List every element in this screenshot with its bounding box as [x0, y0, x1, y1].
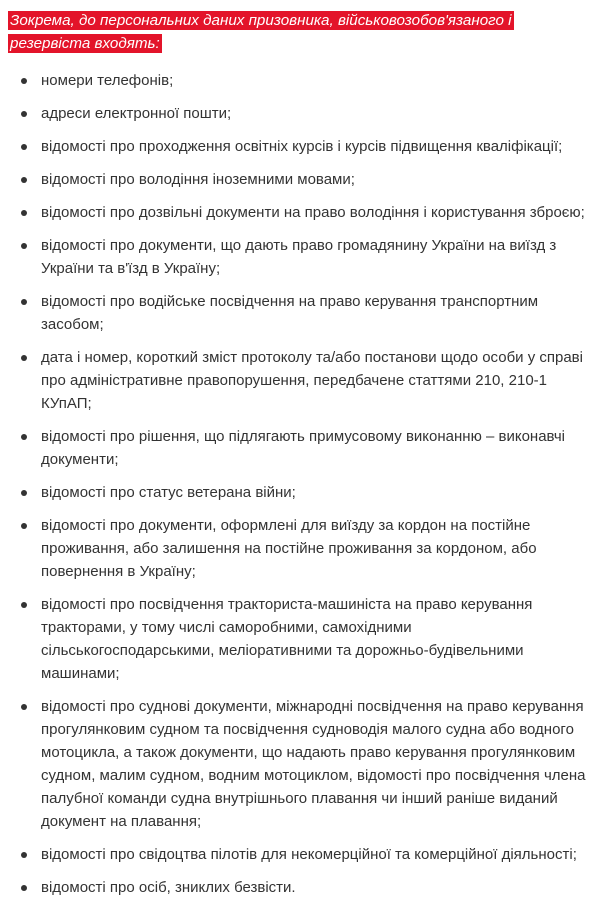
list-item: [0, 135, 594, 158]
list-item: [0, 481, 594, 504]
list-item: [0, 514, 594, 583]
list-item-text: відомості про осіб, зниклих безвісти.: [41, 879, 296, 896]
list-item-text: номери телефонів;: [41, 72, 174, 89]
list-item-text: відомості про документи, що дають право громадянину України на виїзд з України та в'їзд в Україну;: [41, 237, 557, 277]
list-item-text: відомості про водійське посвідчення на право керування транспортним засобом;: [41, 293, 539, 333]
list-item-text: адреси електронної пошти;: [41, 105, 232, 122]
list-item-text: відомості про документи, оформлені для виїзду за кордон на постійне проживання, або залишення на постійне проживання за кордоном, або повернення в Україну;: [41, 517, 537, 580]
list-item: [0, 234, 594, 280]
list-item: [0, 876, 594, 899]
personal-data-list: [0, 69, 594, 909]
list-item: [0, 69, 594, 92]
list-item: [0, 593, 594, 685]
list-item: [0, 290, 594, 336]
list-item-text: відомості про суднові документи, міжнародні посвідчення на право керування прогулянковим судном та посвідчення судноводія малого судна або водного мотоцикла, а також документи, що надають право керування прогулянковим судном, малим судном, водним мотоциклом, відомості про посвідчення члена палубної команди судна внутрішнього плавання чи інший раніше виданий документ на плавання;: [41, 698, 586, 830]
list-item-text: дата і номер, короткий зміст протоколу та/або постанови щодо особи у справі про адміністративне правопорушення, передбачене статтями 210, 210-1 КУпАП;: [41, 349, 583, 412]
list-item: [0, 843, 594, 866]
list-item-text: відомості про свідоцтва пілотів для некомерційної та комерційної діяльності;: [41, 846, 577, 863]
list-item-text: відомості про проходження освітніх курсів і курсів підвищення кваліфікації;: [41, 138, 563, 155]
list-item: [0, 346, 594, 415]
list-item-text: відомості про рішення, що підлягають примусовому виконанню – виконавчі документи;: [41, 428, 565, 468]
list-item: [0, 425, 594, 471]
list-item-text: відомості про володіння іноземними мовами;: [41, 171, 355, 188]
list-item-text: відомості про посвідчення тракториста-машиніста на право керування тракторами, у тому числі саморобними, самохідними сільськогосподарськими, меліоративними та дорожньо-будівельними машинами;: [41, 596, 533, 682]
list-item: [0, 168, 594, 191]
list-item: [0, 201, 594, 224]
list-item: [0, 695, 594, 833]
list-item-text: відомості про дозвільні документи на право володіння і користування зброєю;: [41, 204, 585, 221]
list-item-text: відомості про статус ветерана війни;: [41, 484, 296, 501]
intro-highlight: Зокрема, до персональних даних призовника, військовозобов'язаного і резервіста входять:: [10, 12, 512, 52]
intro-paragraph: [8, 9, 578, 55]
list-item: [0, 102, 594, 125]
